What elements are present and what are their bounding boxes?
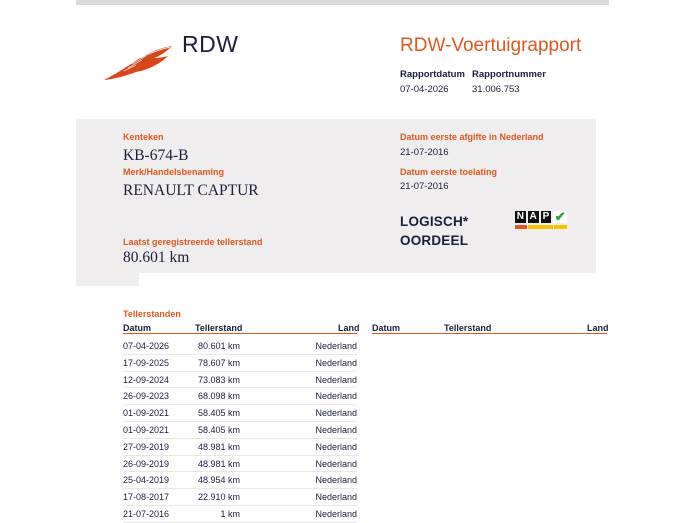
row-km: 48.954 km <box>197 475 240 486</box>
row-country: Nederland <box>315 391 357 402</box>
row-km: 73.083 km <box>197 374 240 385</box>
report-number-label: Rapportnummer <box>472 69 546 80</box>
row-country: Nederland <box>315 341 357 351</box>
row-km: 58.405 km <box>197 408 240 419</box>
brand-name: RDW <box>182 31 239 57</box>
row-country: Nederland <box>315 508 357 519</box>
row-km: 48.981 km <box>197 458 240 469</box>
row-date: 25-04-2019 <box>123 475 170 486</box>
row-date: 12-09-2024 <box>123 374 170 385</box>
first-issue-label: Datum eerste afgifte in Nederland <box>400 132 544 142</box>
report-number: 31.006.753 <box>472 84 520 95</box>
row-date: 27-09-2019 <box>123 441 170 452</box>
panel-notch <box>126 273 139 286</box>
row-country: Nederland <box>315 357 357 368</box>
col-date-header: Datum <box>123 323 152 333</box>
table-row <box>123 489 357 506</box>
table-row <box>123 472 357 489</box>
row-km: 48.981 km <box>197 441 240 452</box>
row-country: Nederland <box>315 492 357 503</box>
row-date: 26-09-2023 <box>123 391 170 402</box>
nap-logo <box>515 211 567 231</box>
report-date: 07-04-2026 <box>400 84 449 95</box>
row-date: 07-04-2026 <box>123 341 170 351</box>
plate-label: Kenteken <box>123 132 164 142</box>
row-country: Nederland <box>315 374 357 385</box>
row-km: 80.601 km <box>197 341 240 351</box>
table-row <box>123 405 357 422</box>
col-date-header-2: Datum <box>372 323 401 333</box>
first-issue-date: 21-07-2016 <box>400 147 449 158</box>
top-border <box>76 0 609 5</box>
table-row <box>123 355 357 372</box>
table-row <box>123 422 357 439</box>
odometer-value: 80.601 km <box>123 249 190 266</box>
header-rule-left <box>123 333 357 334</box>
report-title: RDW-Voertuigrapport <box>400 35 582 56</box>
row-date: 26-09-2019 <box>123 458 170 469</box>
row-km: 22.910 km <box>197 492 240 503</box>
table-row <box>123 456 357 473</box>
row-date: 17-09-2025 <box>123 357 170 368</box>
row-km: 78.607 km <box>197 357 240 368</box>
report-date-label: Rapportdatum <box>400 69 465 80</box>
verdict-line-2: OORDEEL <box>400 233 469 248</box>
row-date: 01-09-2021 <box>123 408 170 419</box>
first-admission-label: Datum eerste toelating <box>400 167 498 177</box>
col-km-header-2: Tellerstand <box>444 323 492 333</box>
row-country: Nederland <box>315 458 357 469</box>
verdict-line-1: LOGISCH* <box>400 214 469 229</box>
row-km: 58.405 km <box>197 424 240 435</box>
row-km: 68.098 km <box>197 391 240 402</box>
col-km-header: Tellerstand <box>195 323 243 333</box>
table-row <box>123 506 357 523</box>
header-rule-right <box>372 333 607 334</box>
row-country: Nederland <box>315 475 357 486</box>
nap-letter-p: P <box>541 211 552 223</box>
readings-table <box>123 338 357 523</box>
nap-color-bar <box>515 225 567 229</box>
table-row <box>123 338 357 355</box>
row-date: 17-08-2017 <box>123 492 170 503</box>
nap-letter-a: A <box>529 211 537 222</box>
row-date: 01-09-2021 <box>123 424 170 435</box>
rdw-logo-icon <box>102 44 174 82</box>
first-admission-date: 21-07-2016 <box>400 181 449 192</box>
row-date: 21-07-2016 <box>123 508 170 519</box>
make-label: Merk/Handelsbenaming <box>123 167 225 177</box>
row-country: Nederland <box>315 441 357 452</box>
row-country: Nederland <box>315 424 357 435</box>
checkmark-icon: ✔ <box>554 209 566 224</box>
table-row <box>123 372 357 389</box>
odometer-label: Laatst geregistreerde tellerstand <box>123 237 263 247</box>
vehicle-make: RENAULT CAPTUR <box>123 182 259 199</box>
col-country-header-2: Land <box>587 323 609 333</box>
row-km: 1 km <box>220 508 240 519</box>
col-country-header: Land <box>338 323 360 333</box>
table-row <box>123 439 357 456</box>
row-country: Nederland <box>315 408 357 419</box>
table-row <box>123 388 357 405</box>
license-plate: KB-674-B <box>123 147 189 164</box>
readings-title: Tellerstanden <box>123 309 181 319</box>
nap-letter-n: N <box>516 211 524 222</box>
